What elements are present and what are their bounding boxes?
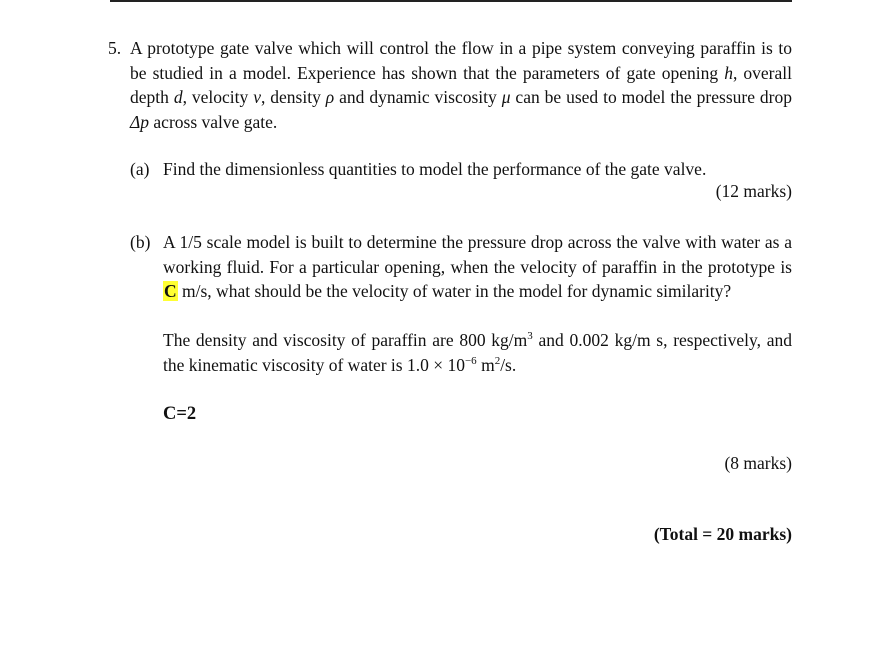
- given-value: C=2: [163, 404, 197, 424]
- part-a: [130, 157, 792, 182]
- part-b-marks: (8 marks): [724, 453, 792, 473]
- part-b: [130, 230, 792, 304]
- part-b-properties: The density and viscosity of paraffin are 800 $kg/m^3$ and 0.002 kg/m s, respectively, and the kinematic viscosity of water is $1.0 \times 10^{-6}$ $m^2/s$.: [163, 330, 792, 375]
- part-b-label: (b): [130, 232, 151, 252]
- part-b-text: A 1/5 scale model is built to determine the pressure drop across the valve with water as a working fluid. For a particular opening, when the velocity of paraffin in the prototype is C m/s, what should be the velocity of water in the model for dynamic similarity?: [163, 232, 792, 301]
- part-a-text: Find the dimensionless quantities to model the performance of the gate valve.: [163, 159, 707, 179]
- question-number: 5.: [108, 38, 122, 58]
- highlighted-variable: C: [164, 281, 177, 301]
- question-5: [108, 36, 792, 134]
- top-rule: [110, 0, 792, 2]
- question-text: A prototype gate valve which will control the flow in a pipe system conveying paraffin is to be studied in a model. Experience has shown that the parameters of gate opening h, overall depth d, velocity v, density ρ and dynamic viscosity μ can be used to model the pressure drop Δp across valve gate.: [130, 38, 792, 132]
- total-marks: (Total = 20 marks): [653, 524, 792, 544]
- part-a-label: (a): [130, 159, 150, 179]
- part-a-marks: (12 marks): [715, 181, 792, 201]
